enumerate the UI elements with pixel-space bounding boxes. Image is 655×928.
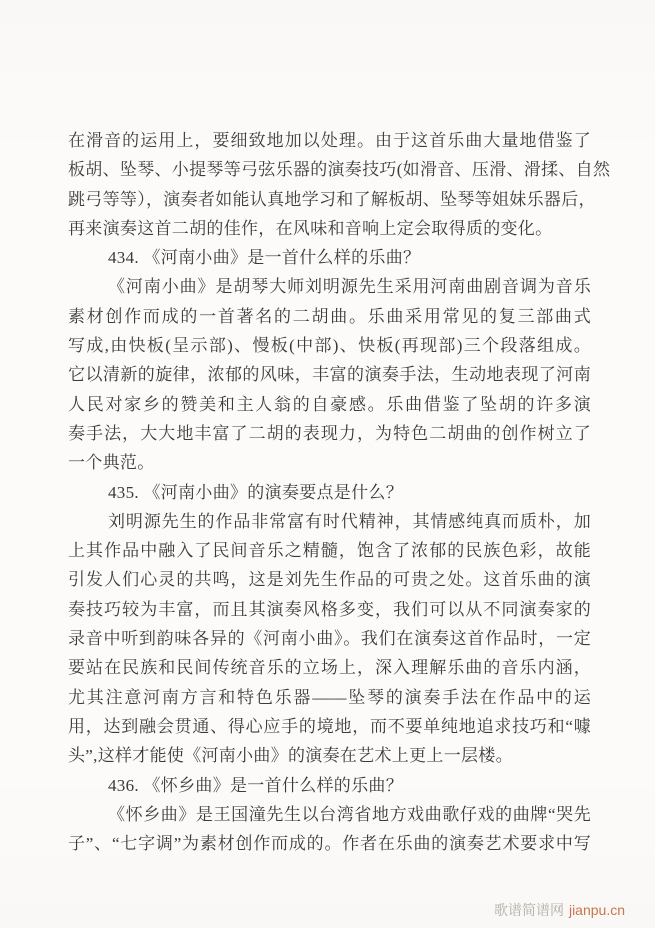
body-line: 头”,这样才能使《河南小曲》的演奏在艺术上更上一层楼。 — [68, 746, 513, 766]
body-line: 子”、“七字调”为素材创作而成的。作者在乐曲的演奏艺术要求中写 — [68, 834, 591, 854]
body-line: 素材创作而成的一首著名的二胡曲。乐曲采用常见的复三部曲式 — [68, 306, 591, 326]
body-line: 板胡、坠琴、小提琴等弓弦乐器的演奏技巧(如滑音、压滑、滑揉、自然 — [68, 160, 611, 180]
question-heading-436: 436. 《怀乡曲》是一首什么样的乐曲？ — [108, 775, 403, 795]
body-line: 要站在民族和民间传统音乐的立场上，深入理解乐曲的音乐内涵， — [68, 658, 591, 678]
watermark-site-url: jianpu.cn — [568, 902, 625, 918]
body-line: 在滑音的运用上，要细致地加以处理。由于这首乐曲大量地借鉴了 — [68, 131, 591, 150]
body-line: 奏手法，大大地丰富了二胡的表现力，为特色二胡曲的创作树立了 — [68, 423, 591, 443]
body-line: 人民对家乡的赞美和主人翁的自豪感。乐曲借鉴了坠胡的许多演 — [68, 394, 591, 414]
body-line: 录音中听到韵味各异的《河南小曲》。我们在演奏这首作品时，一定 — [68, 629, 591, 649]
body-line: 《怀乡曲》是王国潼先生以台湾省地方戏曲歌仔戏的曲牌“哭先 — [108, 804, 591, 824]
question-heading-435: 435. 《河南小曲》的演奏要点是什么？ — [108, 482, 403, 502]
body-line: 再来演奏这首二胡的佳作，在风味和音响上定会取得质的变化。 — [68, 218, 553, 238]
body-line: 尤其注意河南方言和特色乐器——坠琴的演奏手法在作品中的运 — [68, 687, 591, 707]
body-line: 它以清新的旋律，浓郁的风味，丰富的演奏手法，生动地表现了河南 — [68, 365, 591, 385]
body-line: 跳弓等等），演奏者如能认真地学习和了解板胡、坠琴等姐妹乐器后， — [68, 189, 596, 209]
body-line: 上其作品中融入了民间音乐之精髓，饱含了浓郁的民族色彩，故能 — [68, 541, 591, 561]
body-line: 《河南小曲》是胡琴大师刘明源先生采用河南曲剧音调为音乐 — [108, 277, 591, 297]
body-line: 刘明源先生的作品非常富有时代精神，其情感纯真而质朴，加 — [108, 511, 591, 531]
page-text — [68, 126, 611, 858]
body-line: 写成,由快板(呈示部)、慢板(中部)、快板(再现部)三个段落组成。 — [68, 336, 591, 356]
body-line: 一个典范。 — [68, 453, 155, 473]
body-line: 用，达到融会贯通、得心应手的境地，而不要单纯地追求技巧和“噱 — [68, 716, 591, 736]
body-line: 引发人们心灵的共鸣，这是刘先生作品的可贵之处。这首乐曲的演 — [68, 570, 591, 590]
watermark — [494, 901, 625, 919]
question-heading-434: 434. 《河南小曲》是一首什么样的乐曲？ — [108, 248, 421, 268]
watermark-site-name: 歌谱简谱网 — [493, 902, 564, 918]
body-line: 奏技巧较为丰富，而且其演奏风格多变，我们可以从不同演奏家的 — [68, 599, 591, 619]
